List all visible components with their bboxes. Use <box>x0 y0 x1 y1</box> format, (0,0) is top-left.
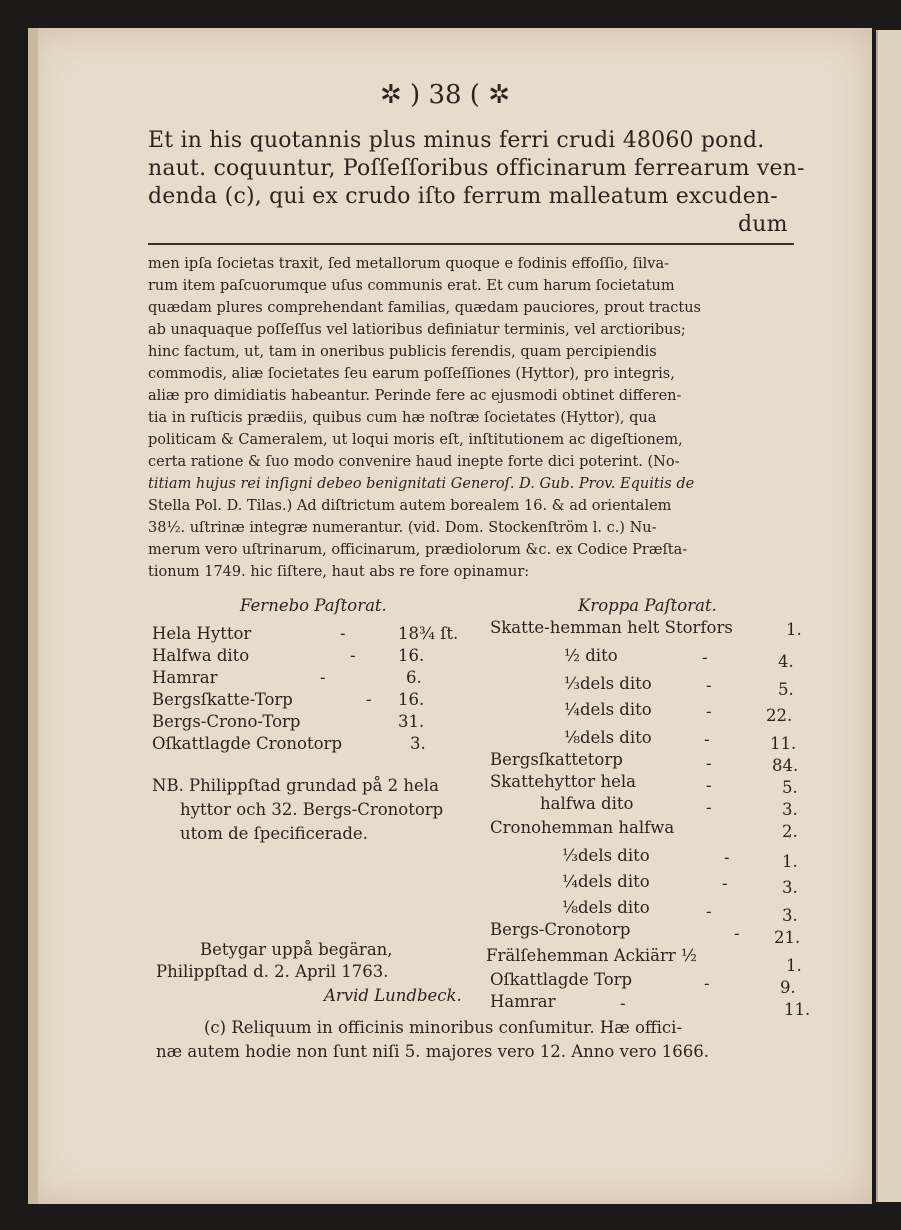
table-row-dash: - <box>722 874 728 893</box>
left-table-title: Fernebo Paſtorat. <box>240 596 387 615</box>
table-row-value: 1. <box>786 956 802 975</box>
table-row-value: 5. <box>782 778 798 797</box>
nb-note-line: NB. Philippſtad grundad på 2 hela <box>152 776 439 795</box>
table-row-dash: - <box>702 648 708 667</box>
table-row-value: 6. <box>406 668 422 687</box>
footnote-line: certa ratione & ſuo modo convenire haud inepte forte dici poterint. (No- <box>148 454 680 470</box>
table-row-value: 3. <box>782 878 798 897</box>
next-page-edge <box>876 30 901 1202</box>
table-row-name: Bergsſkattetorp <box>490 750 623 769</box>
table-row-dash: - <box>366 690 372 709</box>
table-row-value: 11. <box>784 1000 811 1019</box>
table-row-name: ⅛dels dito <box>562 898 650 917</box>
nb-note-line: hyttor och 32. Bergs-Cronotorp <box>180 800 444 819</box>
footnote-line: commodis, aliæ ſocietates ſeu earum poſſeſſiones (Hyttor), pro integris, <box>148 366 675 382</box>
table-row-value: 3. <box>782 906 798 925</box>
main-text-line-2: naut. coquuntur, Poſſeſſoribus officinarum ferrearum ven- <box>148 156 805 181</box>
table-row-name: Bergs-Crono-Torp <box>152 712 301 731</box>
table-row-dash: - <box>706 676 712 695</box>
table-row-name: ¼dels dito <box>564 700 652 719</box>
table-row-name: Skattehyttor hela <box>490 772 636 791</box>
table-row-value: 4. <box>778 652 794 671</box>
table-row-dash: - <box>706 902 712 921</box>
table-row-dash: - <box>706 754 712 773</box>
table-row-name: ½ dito <box>564 646 618 665</box>
footnote-c-line: (c) Reliquum in officinis minoribus conſumitur. Hæ offici- <box>204 1018 683 1037</box>
table-row-value: 21. <box>774 928 801 947</box>
table-row-value: 11. <box>770 734 797 753</box>
table-row-value: 5. <box>778 680 794 699</box>
table-row-name: Halfwa dito <box>152 646 250 665</box>
table-row-name: ¼dels dito <box>562 872 650 891</box>
table-row-dash: - <box>734 924 740 943</box>
table-row-name: Hamrar <box>490 992 556 1011</box>
table-row-name: Skatte-hemman helt Storfors <box>490 618 733 637</box>
table-row-name: ⅛dels dito <box>564 728 652 747</box>
nb-note-line: utom de ſpecificerade. <box>180 824 368 843</box>
footnote-line: rum item paſcuorumque uſus communis erat. Et cum harum ſocietatum <box>148 278 675 294</box>
table-row-name: Hamrar <box>152 668 218 687</box>
table-row-value: 16. <box>398 690 425 709</box>
table-row-name: Cronohemman halfwa <box>490 818 675 837</box>
footnote-c-line: næ autem hodie non ſunt niſi 5. majores vero 12. Anno vero 1666. <box>156 1042 709 1061</box>
table-row-name: Oſkattlagde Torp <box>490 970 633 989</box>
footnote-line: Stella Pol. D. Tilas.) Ad diſtrictum autem borealem 16. & ad orientalem <box>148 498 672 514</box>
table-row-name: Hela Hyttor <box>152 624 252 643</box>
table-row-name: ⅓dels dito <box>564 674 652 693</box>
footnote-line: hinc factum, ut, tam in oneribus publicis ferendis, quam percipiendis <box>148 344 657 360</box>
footnote-line: politicam & Cameralem, ut loqui moris eſt, inſtitutionem ac digeſtionem, <box>148 432 683 448</box>
footnote-divider <box>148 243 794 245</box>
footnote-line: 38½. uſtrinæ integræ numerantur. (vid. Dom. Stockenſtröm l. c.) Nu- <box>148 520 657 536</box>
table-row-dash: - <box>704 974 710 993</box>
right-table-title: Kroppa Paſtorat. <box>578 596 717 615</box>
table-row-value: 22. <box>766 706 793 725</box>
table-row-name: Oſkattlagde Cronotorp <box>152 734 342 753</box>
table-row-name: halfwa dito <box>540 794 634 813</box>
table-row-dash: - <box>706 798 712 817</box>
table-row-dash: - <box>706 776 712 795</box>
table-row-dash: - <box>620 994 626 1013</box>
footnote-line: aliæ pro dimidiatis habeantur. Perinde fere ac ejusmodi obtinet differen- <box>148 388 682 404</box>
footnote-line: men ipſa ſocietas traxit, ſed metallorum quoque e fodinis effoſſio, ſilva- <box>148 256 670 272</box>
table-row-value: 9. <box>780 978 796 997</box>
table-row-value: 31. <box>398 712 425 731</box>
table-row-value: 2. <box>782 822 798 841</box>
footnote-line: merum vero uſtrinarum, officinarum, prædiolorum &c. ex Codice Præſta- <box>148 542 688 558</box>
table-row-value: 1. <box>786 620 802 639</box>
footnote-line: tia in ruſticis prædiis, quibus cum hæ noſtræ ſocietates (Hyttor), qua <box>148 410 657 426</box>
table-row-dash: - <box>724 848 730 867</box>
footnote-line: tionum 1749. hic ſiſtere, haut abs re fore opinamur: <box>148 564 530 580</box>
table-row-value: 18¾ ſt. <box>398 624 459 643</box>
table-row-value: 3. <box>410 734 426 753</box>
table-row-name: Bergs-Cronotorp <box>490 920 631 939</box>
main-text-line-1: Et in his quotannis plus minus ferri crudi 48060 pond. <box>148 128 765 153</box>
signature-line: Philippſtad d. 2. April 1763. <box>156 962 389 981</box>
table-row-dash: - <box>704 730 710 749</box>
table-row-dash: - <box>350 646 356 665</box>
page-binding-edge <box>28 28 38 1204</box>
table-row-name: ⅓dels dito <box>562 846 650 865</box>
page-header: ✲ ) 38 ( ✲ <box>380 80 510 110</box>
table-row-value: 3. <box>782 800 798 819</box>
footnote-line: ab unaquaque poſſeſſus vel latioribus definiatur terminis, vel arctioribus; <box>148 322 686 338</box>
table-row-dash: - <box>340 624 346 643</box>
table-row-name: Bergsſkatte-Torp <box>152 690 293 709</box>
table-row-value: 16. <box>398 646 425 665</box>
signature-name: Arvid Lundbeck. <box>324 986 462 1005</box>
table-row-value: 1. <box>782 852 798 871</box>
table-row-dash: - <box>706 702 712 721</box>
table-row-dash: - <box>320 668 326 687</box>
table-row-name: Frälſehemman Ackiärr ½ <box>486 946 697 965</box>
table-row-value: 84. <box>772 756 799 775</box>
main-text-line-3: denda (c), qui ex crudo iſto ferrum malleatum excuden- <box>148 184 778 209</box>
signature-line: Betygar uppå begäran, <box>200 940 393 959</box>
footnote-line: quædam plures comprehendant familias, quædam pauciores, prout tractus <box>148 300 701 316</box>
footnote-line: titiam hujus rei inſigni debeo benignitati Generoſ. D. Gub. Prov. Equitis de <box>148 476 695 492</box>
main-text-line-4: dum <box>738 212 788 237</box>
